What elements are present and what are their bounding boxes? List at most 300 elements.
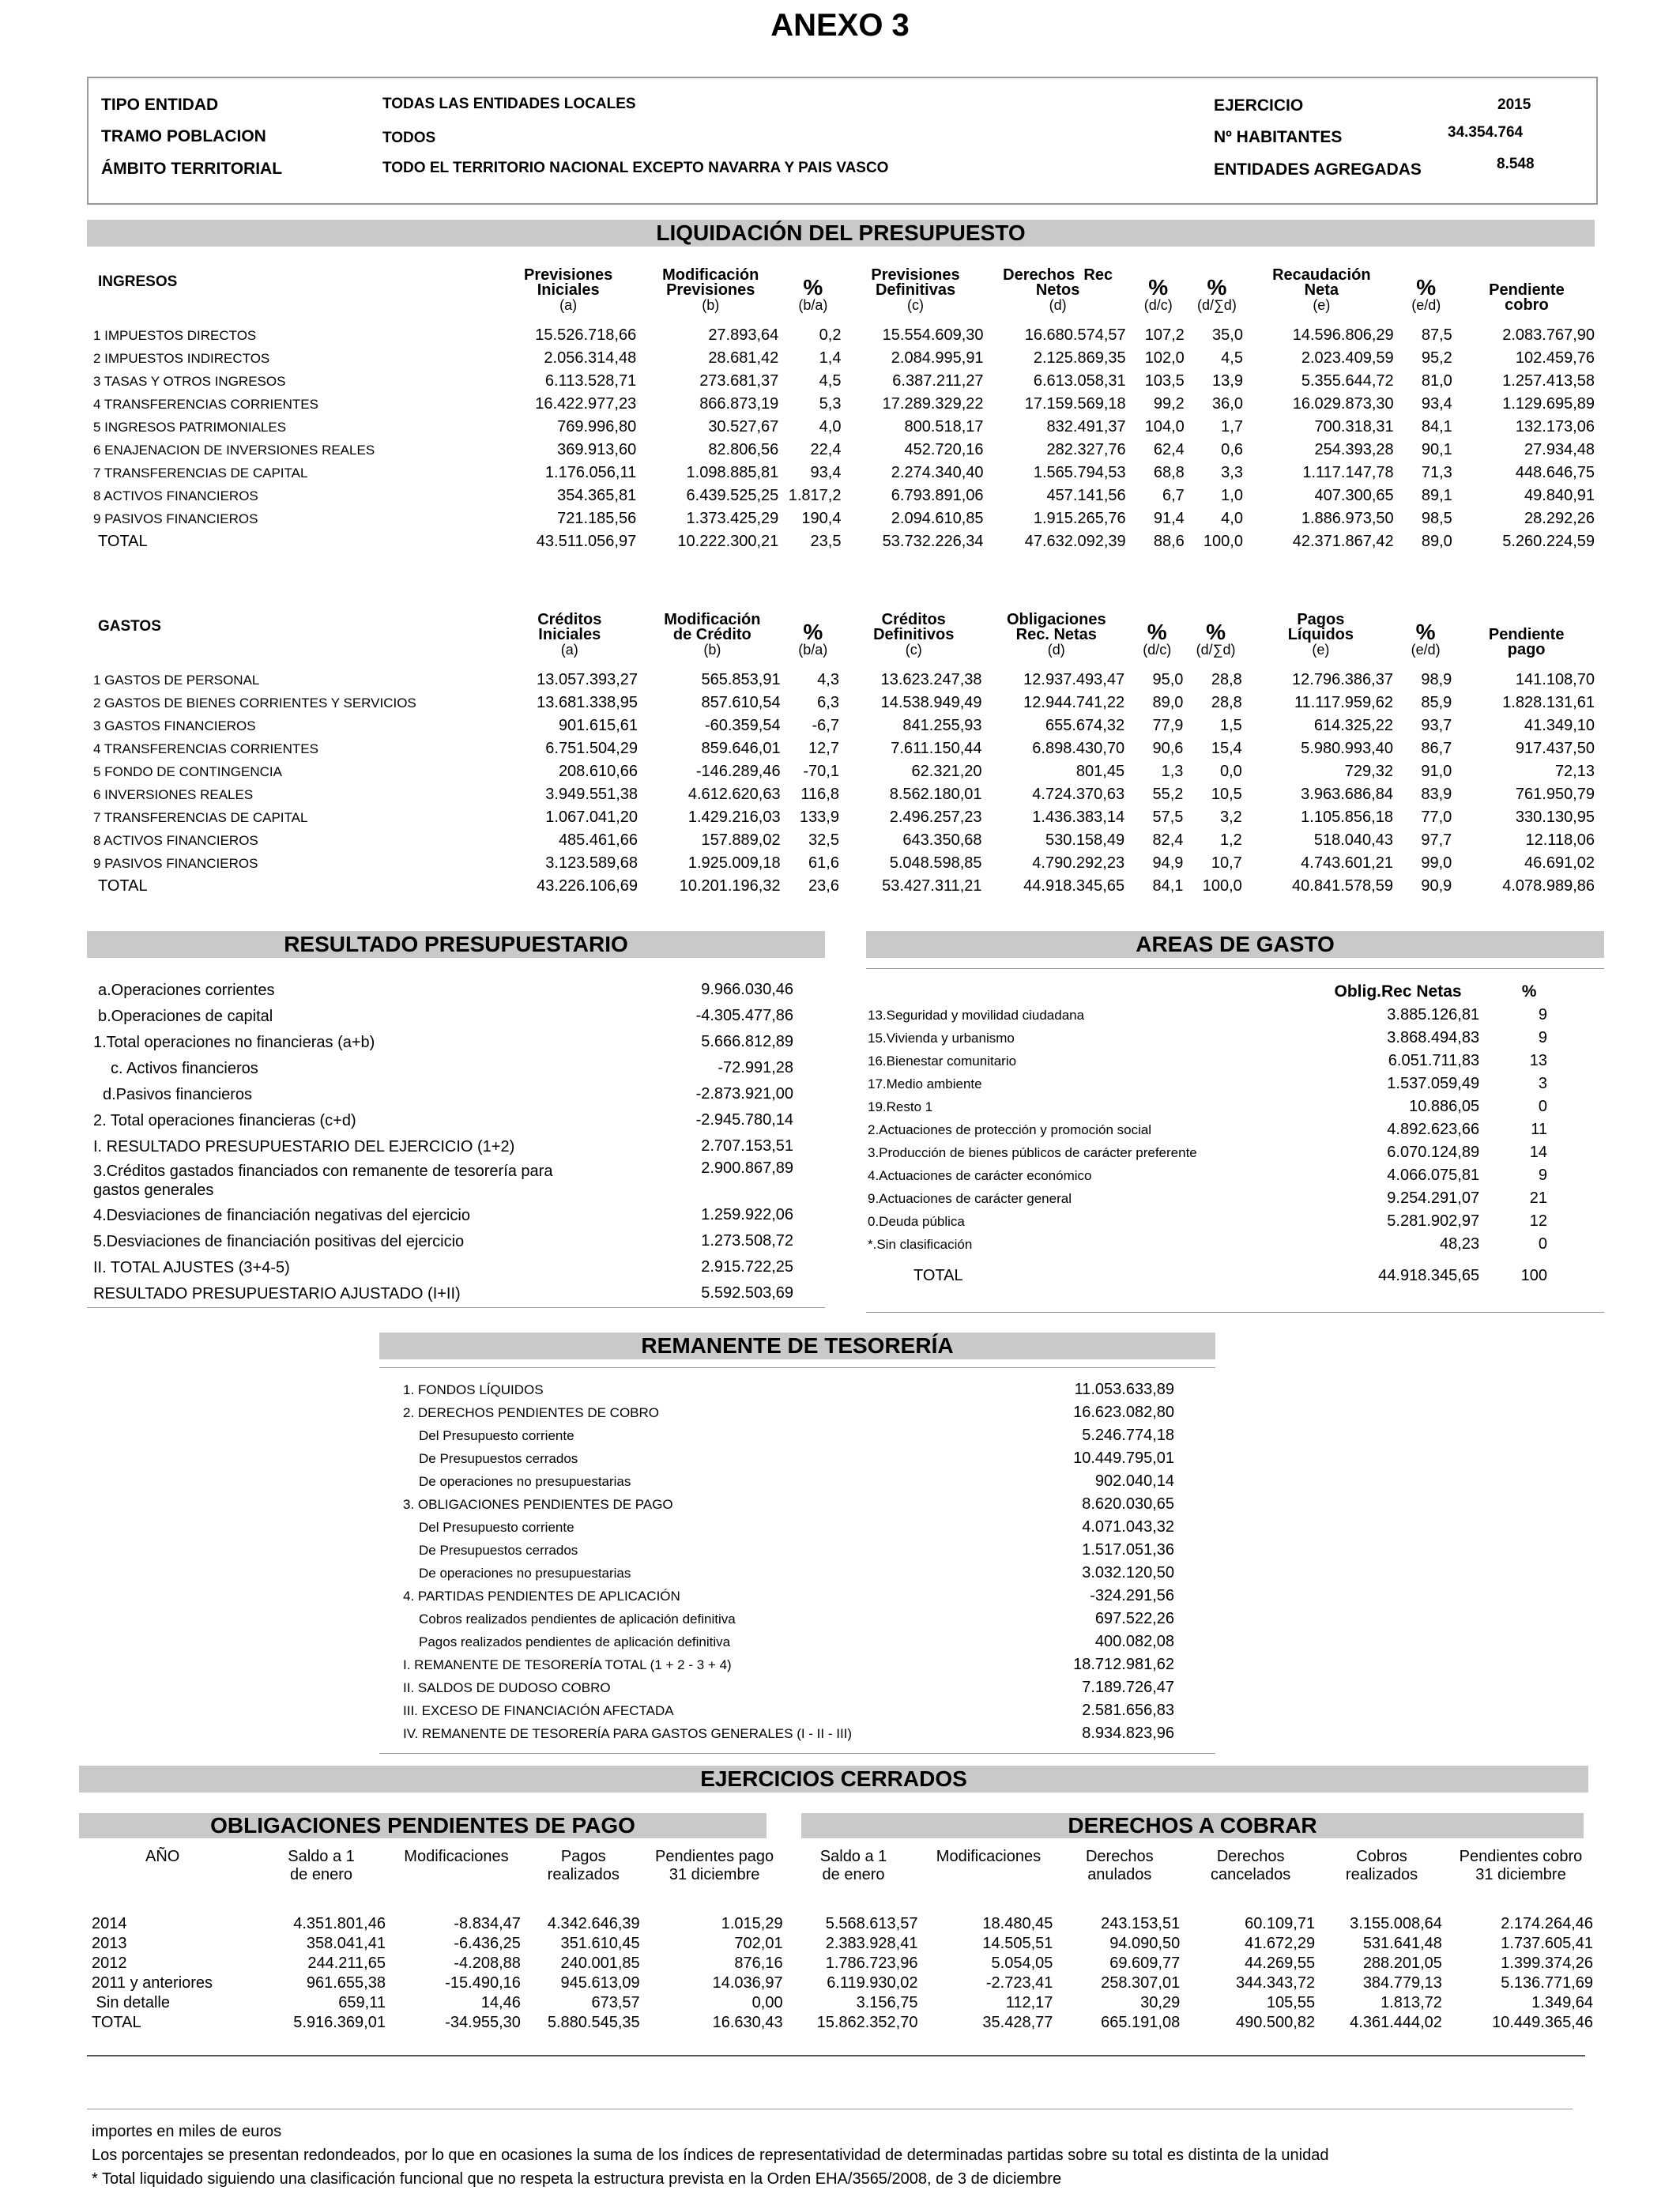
cell-value: 1.886.973,50: [1301, 510, 1394, 527]
total-value: 44.918.345,65: [1023, 877, 1125, 895]
area-pct: 0: [1538, 1098, 1547, 1115]
column-title: %: [1416, 275, 1437, 300]
column-sub: (e): [1312, 642, 1330, 658]
cell-value: 12,7: [808, 740, 839, 757]
column-header: [498, 599, 641, 658]
row-label: 6 INVERSIONES REALES: [93, 786, 254, 802]
total-value: 100,0: [1202, 877, 1242, 895]
remanente-row: [395, 1424, 1177, 1447]
cell-value: 28,8: [1211, 671, 1242, 688]
cerrados-year: 2011 y anteriores: [92, 1974, 213, 1992]
cell-value: 6,7: [1162, 487, 1185, 504]
cerrados-value: 384.779,13: [1362, 1974, 1442, 1992]
table-row: [87, 393, 1598, 416]
total-value: 5.260.224,59: [1502, 533, 1595, 550]
resultado-label: 2. Total operaciones financieras (c+d): [93, 1111, 356, 1129]
resultado-row: [87, 1159, 825, 1202]
cerrados-value: 18.480,45: [982, 1915, 1053, 1932]
cell-value: 901.615,61: [558, 717, 638, 734]
column-title: Créditos Iniciales: [537, 611, 602, 643]
column-header: [1186, 599, 1245, 658]
areas-row: [866, 1072, 1561, 1095]
cerrados-value: 673,57: [591, 1994, 640, 2011]
cell-value: 85,9: [1421, 694, 1452, 711]
cell-value: 81,0: [1421, 372, 1452, 390]
column-title: Derechos Rec Netos: [1003, 266, 1113, 299]
area-value: 1.537.059,49: [1387, 1075, 1480, 1092]
area-label: 19.Resto 1: [868, 1099, 933, 1114]
cell-value: 95,2: [1421, 349, 1452, 367]
column-sub: (e/d): [1411, 642, 1441, 658]
cerrados-value: 6.119.930,02: [827, 1974, 918, 1992]
cell-value: 16.422.977,23: [535, 395, 637, 413]
areas-total-label: TOTAL: [913, 1266, 963, 1284]
cell-value: 13.681.338,95: [537, 694, 638, 711]
resultado-label: b.Operaciones de capital: [98, 1007, 273, 1025]
cell-value: 1.117.147,78: [1302, 464, 1394, 481]
remanente-row: [395, 1378, 1177, 1401]
spacer-row: [87, 1898, 1596, 1914]
cerrados-value: 112,17: [1005, 1994, 1053, 2011]
column-title: %: [803, 620, 823, 644]
total-value: 23,6: [808, 877, 839, 895]
cell-value: 1.925.009,18: [687, 854, 781, 872]
resultado-label: I. RESULTADO PRESUPUESTARIO DEL EJERCICIO (1+2): [93, 1137, 515, 1155]
cell-value: 3.949.551,38: [545, 786, 638, 803]
cerrados-column-header: Saldo a 1 de enero: [819, 1848, 887, 1883]
row-label: 1 GASTOS DE PERSONAL: [93, 672, 260, 688]
cerrados-value: 14.505,51: [982, 1935, 1053, 1952]
cell-value: 14.538.949,49: [880, 694, 982, 711]
area-value: 48,23: [1440, 1235, 1480, 1253]
remanente-row: [395, 1722, 1177, 1745]
cerrados-value: 3.156,75: [856, 1994, 918, 2011]
resultado-row: [87, 1228, 825, 1254]
remanente-label: Cobros realizados pendientes de aplicación definitiva: [419, 1611, 736, 1627]
cell-value: 17.289.329,22: [882, 395, 984, 413]
cell-value: 190,4: [801, 510, 842, 527]
cell-value: 208.610,66: [558, 763, 638, 780]
cerrados-value: 243.153,51: [1101, 1915, 1181, 1932]
table-row: [87, 439, 1598, 462]
cerrados-column-header: Derechos anulados: [1085, 1848, 1154, 1883]
areas-total-row: [866, 1256, 1561, 1295]
cell-value: 0,6: [1221, 441, 1243, 458]
remanente-value: 400.082,08: [1094, 1633, 1174, 1650]
cell-value: 10,5: [1211, 786, 1242, 803]
cell-value: 1,5: [1219, 717, 1242, 734]
area-pct: 0: [1538, 1235, 1547, 1253]
cell-value: 93,4: [810, 464, 842, 481]
cerrados-value: -4.208,88: [454, 1955, 521, 1972]
habitantes-label: Nº HABITANTES: [1214, 128, 1343, 146]
remanente-label: IV. REMANENTE DE TESORERÍA PARA GASTOS GENERALES (I - II - III): [403, 1725, 853, 1741]
cell-value: 4,0: [1221, 510, 1243, 527]
cerrados-value: -34.955,30: [445, 2014, 521, 2031]
column-title: Previsiones Definitivas: [871, 266, 960, 299]
remanente-row: [395, 1676, 1177, 1699]
cerrados-column-header: Derechos cancelados: [1211, 1848, 1291, 1883]
table-row: [87, 692, 1598, 714]
cell-value: 1.257.413,58: [1502, 372, 1595, 390]
remanente-value: 4.071.043,32: [1082, 1518, 1174, 1536]
remanente-label: Del Presupuesto corriente: [419, 1427, 574, 1443]
cell-value: 3.123.589,68: [545, 854, 638, 872]
column-sub: (b): [703, 642, 721, 658]
cerrados-year: 2013: [92, 1935, 127, 1952]
remanente-value: 16.623.082,80: [1073, 1404, 1174, 1421]
cell-value: 1,7: [1221, 418, 1243, 435]
cell-value: 407.300,65: [1314, 487, 1394, 504]
cell-value: 832.491,37: [1046, 418, 1126, 435]
area-pct: 9: [1538, 1006, 1547, 1023]
row-label: 2 GASTOS DE BIENES CORRIENTES Y SERVICIOS: [93, 695, 416, 711]
cell-value: 4,0: [819, 418, 842, 435]
column-header: [1397, 254, 1456, 313]
cerrados-value: 876,16: [734, 1955, 783, 1972]
cerrados-value: 258.307,01: [1101, 1974, 1181, 1992]
cell-value: 27.893,64: [708, 326, 779, 344]
column-header: [1129, 254, 1188, 313]
cerrados-value: 702,01: [734, 1935, 783, 1952]
areas-row: [866, 1164, 1561, 1187]
resultado-value: 2.900.867,89: [701, 1159, 793, 1177]
cell-value: 518.040,43: [1313, 831, 1393, 849]
resultado-value: -2.873.921,00: [695, 1085, 793, 1103]
cell-value: 530.158,49: [1045, 831, 1125, 849]
cerrados-year: 2012: [92, 1955, 127, 1972]
areas-total-pct: 100: [1520, 1266, 1547, 1284]
resultado-row: [87, 1029, 825, 1055]
cerrados-value: 531.641,48: [1362, 1935, 1442, 1952]
area-value: 6.051.711,83: [1388, 1052, 1480, 1069]
gastos-label: GASTOS: [98, 618, 161, 635]
cell-value: 2.496.257,23: [889, 809, 982, 826]
column-sub: (b): [702, 297, 720, 313]
cell-value: 565.853,91: [701, 671, 781, 688]
cell-value: 1.067.041,20: [545, 809, 638, 826]
cell-value: 87,5: [1421, 326, 1452, 344]
column-header: [1456, 254, 1598, 313]
resultado-row: [87, 1202, 825, 1228]
remanente-top-divider: [379, 1367, 1215, 1368]
area-label: 17.Medio ambiente: [868, 1076, 982, 1091]
cell-value: 721.185,56: [557, 510, 637, 527]
resultado-label: 4.Desviaciones de financiación negativas del ejercicio: [93, 1206, 470, 1224]
remanente-label: 3. OBLIGACIONES PENDIENTES DE PAGO: [403, 1496, 673, 1512]
areas-row: [866, 1095, 1561, 1118]
remanente-value: 7.189.726,47: [1082, 1679, 1174, 1696]
column-title: %: [1415, 620, 1436, 644]
cerrados-value: 0,00: [751, 1994, 783, 2011]
remanente-label: Del Presupuesto corriente: [419, 1519, 574, 1535]
cerrados-value: 4.342.646,39: [547, 1915, 640, 1932]
header-box: [87, 77, 1598, 205]
row-label: 9 PASIVOS FINANCIEROS: [93, 855, 258, 871]
cell-value: 643.350,68: [902, 831, 982, 849]
cell-value: 82,4: [1152, 831, 1184, 849]
liquidacion-title: LIQUIDACIÓN DEL PRESUPUESTO: [87, 220, 1595, 247]
column-header: [1128, 599, 1186, 658]
table-row: [87, 760, 1598, 783]
cell-value: 2.125.869,35: [1033, 349, 1126, 367]
areas-row: [866, 1118, 1561, 1141]
table-row: [87, 324, 1598, 347]
column-header: [842, 599, 985, 658]
remanente-row: [395, 1470, 1177, 1493]
header-row: [87, 599, 1598, 658]
cell-value: 104,0: [1144, 418, 1185, 435]
column-title: Modificación de Crédito: [664, 611, 761, 643]
column-header: [641, 599, 784, 658]
cell-value: 1,3: [1161, 763, 1184, 780]
total-value: 42.371.867,42: [1292, 533, 1394, 550]
cell-value: -146.289,46: [695, 763, 781, 780]
cell-value: 141.108,70: [1515, 671, 1595, 688]
cell-value: 46.691,02: [1524, 854, 1595, 872]
resultado-row: [87, 977, 825, 1003]
cell-value: 1.176.056,11: [544, 464, 637, 481]
table-row: [87, 852, 1598, 875]
cell-value: 98,5: [1421, 510, 1452, 527]
column-title: %: [1148, 275, 1169, 300]
row-label: 1 IMPUESTOS DIRECTOS: [93, 327, 257, 343]
total-value: 89,0: [1421, 533, 1452, 550]
remanente-value: 18.712.981,62: [1073, 1656, 1174, 1673]
cell-value: 12.937.493,47: [1023, 671, 1125, 688]
cerrados-value: 16.630,43: [712, 2014, 783, 2031]
cerrados-value: 5.136.771,69: [1501, 1974, 1593, 1992]
remanente-value: 1.517.051,36: [1082, 1541, 1174, 1559]
cerrados-title: EJERCICIOS CERRADOS: [79, 1766, 1588, 1793]
resultado-value: 1.259.922,06: [701, 1206, 793, 1223]
cerrados-row: [87, 1993, 1596, 2013]
remanente-value: -324.291,56: [1090, 1587, 1174, 1604]
remanente-row: [395, 1562, 1177, 1585]
cell-value: 103,5: [1144, 372, 1185, 390]
cell-value: 3.963.686,84: [1301, 786, 1393, 803]
cell-value: 1.565.794,53: [1033, 464, 1126, 481]
resultado-label: RESULTADO PRESUPUESTARIO AJUSTADO (I+II): [93, 1284, 461, 1302]
cell-value: 1,0: [1221, 487, 1243, 504]
cerrados-column-header: AÑO: [145, 1848, 180, 1865]
row-label: 8 ACTIVOS FINANCIEROS: [93, 488, 258, 503]
cell-value: 90,1: [1421, 441, 1452, 458]
cerrados-bottom-rule: [87, 2055, 1585, 2056]
area-label: 0.Deuda pública: [868, 1213, 965, 1229]
cell-value: 273.681,37: [699, 372, 779, 390]
column-header: [1188, 254, 1246, 313]
area-value: 4.892.623,66: [1387, 1121, 1480, 1138]
column-title: Previsiones Iniciales: [524, 266, 613, 299]
ambito-value: TODO EL TERRITORIO NACIONAL EXCEPTO NAVARRA Y PAIS VASCO: [382, 160, 889, 176]
table-row: [87, 829, 1598, 852]
cell-value: 4,5: [1221, 349, 1243, 367]
cerrados-value: 14.036,97: [712, 1974, 783, 1992]
cerrados-value: 60.109,71: [1245, 1915, 1316, 1932]
resultado-label: 1.Total operaciones no financieras (a+b): [93, 1033, 375, 1051]
remanente-label: De Presupuestos cerrados: [419, 1542, 578, 1558]
total-value: 43.226.106,69: [537, 877, 638, 895]
resultado-row: [87, 1133, 825, 1159]
row-label: 4 TRANSFERENCIAS CORRIENTES: [93, 396, 318, 412]
table-row: [87, 806, 1598, 829]
resultado-table: [87, 977, 825, 1306]
cell-value: 3,2: [1219, 809, 1242, 826]
remanente-value: 5.246.774,18: [1082, 1427, 1174, 1444]
column-title: Obligaciones Rec. Netas: [1007, 611, 1106, 643]
area-pct: 21: [1529, 1189, 1547, 1207]
cell-value: 1.129.695,89: [1502, 395, 1595, 413]
remanente-label: De operaciones no presupuestarias: [419, 1565, 631, 1581]
total-label: TOTAL: [98, 877, 148, 895]
row-label: 5 FONDO DE CONTINGENCIA: [93, 763, 282, 779]
cell-value: 1.373.425,29: [686, 510, 779, 527]
total-value: 10.201.196,32: [679, 877, 781, 895]
cerrados-year: 2014: [92, 1915, 127, 1932]
column-title: Pendiente cobro: [1489, 281, 1565, 314]
remanente-label: 1. FONDOS LÍQUIDOS: [403, 1382, 544, 1397]
remanente-value: 2.581.656,83: [1082, 1702, 1174, 1719]
cerrados-value: 344.343,72: [1235, 1974, 1316, 1992]
cerrados-value: 30,29: [1140, 1994, 1181, 2011]
area-pct: 13: [1529, 1052, 1547, 1069]
column-header: [1455, 599, 1598, 658]
cerrados-value: -8.834,47: [454, 1915, 521, 1932]
cell-value: 801,45: [1075, 763, 1125, 780]
column-title: Pendiente pago: [1488, 626, 1565, 658]
row-label: 4 TRANSFERENCIAS CORRIENTES: [93, 741, 318, 756]
cerrados-value: 3.155.008,64: [1350, 1915, 1442, 1932]
cerrados-row: [87, 1954, 1596, 1973]
area-value: 9.254.291,07: [1387, 1189, 1480, 1207]
cerrados-column-header: Saldo a 1 de enero: [288, 1848, 355, 1883]
tramo-label: TRAMO POBLACION: [101, 127, 266, 145]
column-sub: (b/a): [798, 297, 828, 313]
cell-value: 6.613.058,31: [1033, 372, 1126, 390]
cell-value: 16.680.574,57: [1024, 326, 1126, 344]
resultado-row: [87, 1081, 825, 1107]
total-value: 23,5: [810, 533, 842, 550]
cell-value: 15,4: [1211, 740, 1242, 757]
cell-value: 614.325,22: [1313, 717, 1393, 734]
cell-value: 35,0: [1212, 326, 1243, 344]
area-label: 16.Bienestar comunitario: [868, 1053, 1017, 1069]
area-value: 6.070.124,89: [1387, 1144, 1480, 1161]
cerrados-value: 4.361.444,02: [1350, 2014, 1442, 2031]
cerrados-value: 2.174.264,46: [1501, 1915, 1593, 1932]
remanente-row: [395, 1447, 1177, 1470]
remanente-value: 8.620.030,65: [1082, 1495, 1174, 1513]
column-title: %: [1207, 275, 1227, 300]
remanente-row: [395, 1401, 1177, 1424]
derechos-title: DERECHOS A COBRAR: [801, 1813, 1584, 1838]
cell-value: 28.292,26: [1524, 510, 1595, 527]
total-value: 47.632.092,39: [1024, 533, 1126, 550]
cell-value: 729,32: [1344, 763, 1393, 780]
cerrados-value: 2.383.928,41: [825, 1935, 918, 1952]
resultado-value: -72.991,28: [718, 1059, 793, 1076]
cell-value: 15.526.718,66: [535, 326, 637, 344]
cell-value: 282.327,76: [1046, 441, 1126, 458]
total-value: 4.078.989,86: [1502, 877, 1595, 895]
cell-value: 91,4: [1153, 510, 1185, 527]
remanente-row: [395, 1516, 1177, 1539]
areas-row: [866, 1233, 1561, 1256]
cell-value: 6.793.891,06: [891, 487, 984, 504]
table-row: [87, 669, 1598, 692]
resultado-value: -4.305.477,86: [695, 1007, 793, 1024]
area-label: 13.Seguridad y movilidad ciudadana: [868, 1007, 1085, 1023]
column-sub: (c): [907, 297, 925, 313]
column-title: %: [803, 275, 823, 300]
cell-value: -60.359,54: [704, 717, 781, 734]
cerrados-value: 10.449.365,46: [1492, 2014, 1593, 2031]
table-row: [87, 783, 1598, 806]
column-header: [1246, 254, 1397, 313]
cell-value: 22,4: [810, 441, 842, 458]
cerrados-value: 351.610,45: [560, 1935, 640, 1952]
cell-value: 5.980.993,40: [1301, 740, 1393, 757]
cell-value: 448.646,75: [1515, 464, 1595, 481]
cell-value: 4.612.620,63: [687, 786, 781, 803]
total-value: 53.427.311,21: [882, 877, 982, 895]
spacer-row: [87, 313, 1598, 324]
cerrados-row: [87, 1934, 1596, 1954]
total-label: TOTAL: [98, 533, 148, 550]
cerrados-value: 105,55: [1266, 1994, 1316, 2011]
row-label: 7 TRANSFERENCIAS DE CAPITAL: [93, 465, 308, 481]
column-sub: (a): [559, 297, 578, 313]
table-row: [87, 714, 1598, 737]
column-header: [985, 599, 1128, 658]
cerrados-value: 5.916.369,01: [293, 2014, 386, 2031]
cerrados-value: 69.609,77: [1109, 1955, 1181, 1972]
column-title: %: [1147, 620, 1167, 644]
resultado-label: 3.Créditos gastados financiados con remanente de tesorería para gastos generales: [93, 1163, 553, 1199]
column-header: [1245, 599, 1396, 658]
cell-value: 28.681,42: [708, 349, 779, 367]
cerrados-row: [87, 1973, 1596, 1993]
cell-value: 5,3: [819, 395, 842, 413]
cerrados-value: 288.201,05: [1362, 1955, 1442, 1972]
cerrados-value: -6.436,25: [454, 1935, 521, 1952]
remanente-value: 8.934.823,96: [1082, 1725, 1174, 1742]
remanente-label: De operaciones no presupuestarias: [419, 1473, 631, 1489]
cell-value: 62,4: [1153, 441, 1185, 458]
cerrados-column-header: Pagos realizados: [547, 1848, 620, 1883]
cell-value: 1.436.383,14: [1032, 809, 1125, 826]
area-label: *.Sin clasificación: [868, 1236, 973, 1252]
area-label: 15.Vivienda y urbanismo: [868, 1030, 1015, 1046]
cell-value: 10,7: [1211, 854, 1242, 872]
areas-header-row: [866, 980, 1561, 1004]
cell-value: 4.790.292,23: [1032, 854, 1125, 872]
area-pct: 9: [1538, 1167, 1547, 1184]
cell-value: 30.527,67: [708, 418, 779, 435]
remanente-row: [395, 1585, 1177, 1608]
cell-value: 761.950,79: [1515, 786, 1595, 803]
cell-value: 132.173,06: [1515, 418, 1595, 435]
cell-value: 1.098.885,81: [686, 464, 779, 481]
cell-value: 0,2: [819, 326, 842, 344]
area-pct: 14: [1529, 1144, 1547, 1161]
total-row: [87, 530, 1598, 553]
remanente-row: [395, 1630, 1177, 1653]
table-row: [87, 484, 1598, 507]
column-header: [987, 254, 1129, 313]
cell-value: 3,3: [1221, 464, 1243, 481]
